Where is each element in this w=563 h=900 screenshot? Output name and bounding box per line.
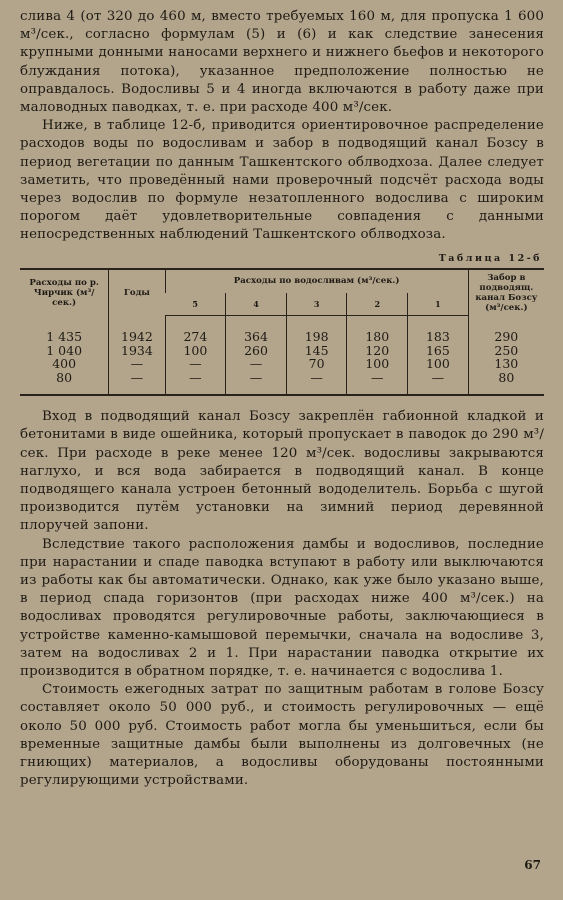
table-cell: 1934 [109,344,165,358]
table-cell: — [109,357,165,371]
table-row [20,316,544,344]
table-cell: 120 [347,344,408,358]
spillway-flow-table [20,268,544,397]
table-caption: Таблица 12-б [438,252,542,264]
table-cell: 260 [226,344,287,358]
table-cell: — [226,371,287,396]
table-cell: 250 [468,344,544,358]
table-cell: — [165,371,226,396]
table-cell: — [109,371,165,396]
paragraph-continued: слива 4 (от 320 до 460 м, вместо требуемых 160 м, для пропуска 1 600 м³/сек., согласно формулам (5) и (6) и как следствие занесения крупными донными наносами верхнего и нижнего бьефов и некоторого блуждания потока), указанное предположение полностью не оправдалось. Водосливы 5 и 4 иногда включаются в работу даже при маловодных паводках, т. е. при расходе 400 м³/сек. [20,9,544,116]
table-cell: — [226,357,287,371]
table-cell: — [165,357,226,371]
table-cell: 100 [408,357,469,371]
header-spillway-2: 2 [347,293,408,316]
table-cell: 364 [226,316,287,344]
table-cell: 1 040 [46,342,83,358]
header-spillway-3: 3 [286,293,347,316]
table-row [20,357,544,371]
header-spillway-4: 4 [226,293,287,316]
page-number: 67 [524,858,541,872]
header-years: Годы [109,269,165,316]
table-row [20,344,544,358]
table-cell: 290 [468,316,544,344]
table-cell: 100 [347,357,408,371]
table-cell: 145 [286,344,347,358]
table-cell: 400 [52,356,77,372]
table-cell: 183 [408,316,469,344]
paragraph-spillway-operation: Вследствие такого расположения дамбы и водосливов, последние при нарастании и спаде паводка вступают в работу или выключаются из работы как бы автоматически. Однако, как уже было указано выше, в период спада горизонтов (при расходах ниже 400 м³/сек.) на водосливах проводятся регулировочные работы, заключающиеся в устройстве каменно-камышовой перемычки, сначала на водосливе 3, затем на водосливах 2 и 1. При нарастании паводка открытие их производится в обратном порядке, т. е. начинается с водослива 1. [20,536,544,679]
paragraph-table-intro: Ниже, в таблице 12-б, приводится ориентировочное распределение расходов воды по водосливам и забор в подводящий канал Бозсу в период вегетации по данным Ташкентского облводхоза. Далее следует заметить, что проведённый нами проверочный подсчёт расхода воды через водослив по формуле незатопленного водослива с широким порогом даёт удовлетворительные совпадения с данными непосредственных наблюдений Ташкентского облводхоза. [20,118,544,243]
table-cell: — [286,371,347,396]
table-cell: 80 [468,371,544,396]
table-cell: 198 [286,316,347,344]
table-cell: 165 [408,344,469,358]
header-river-flow: Расходы по р. Чирчик (м³/сек.) [20,269,109,316]
table-cell: — [408,371,469,396]
table-row [20,371,544,396]
table-cell: 100 [165,344,226,358]
paragraph-costs: Стоимость ежегодных затрат по защитным работам в голове Бозсу составляет около 50 000 руб., и стоимость регулировочных — ещё около 50 000 руб. Стоимость работ могла бы уменьшиться, если бы временные защитные дамбы были выполнены из долговечных (не гниющих) материалов, а водосливы оборудованы постоянными регулирующими устройствами. [20,682,544,789]
table-cell: 80 [20,371,109,396]
header-intake: Забор в подводящ. канал Бозсу (м³/сек.) [468,269,544,316]
table-cell: 1942 [109,316,165,344]
paragraph-canal-entrance: Вход в подводящий канал Бозсу закреплён габионной кладкой и бетонитами в виде ошейника, который пропускает в паводок до 290 м³/сек. При расходе в реке менее 120 м³/сек. водосливы закрываются наглухо, и вся вода забирается в подводящий канал. В конце подводящего канала устроен бетонный вододелитель. Борьба с шугой производится путём установки на зимний период деревянной плоручей запони. [20,409,544,534]
header-spillway-1: 1 [408,293,469,316]
table-cell: 274 [165,316,226,344]
header-spillway-flows: Расходы по водосливам (м³/сек.) [165,269,468,294]
header-spillway-5: 5 [165,293,226,316]
book-page [20,8,544,790]
table-cell: — [347,371,408,396]
table-cell: 70 [286,357,347,371]
table-cell: 180 [347,316,408,344]
table-cell: 1 435 [46,328,83,344]
table-cell: 130 [468,357,544,371]
